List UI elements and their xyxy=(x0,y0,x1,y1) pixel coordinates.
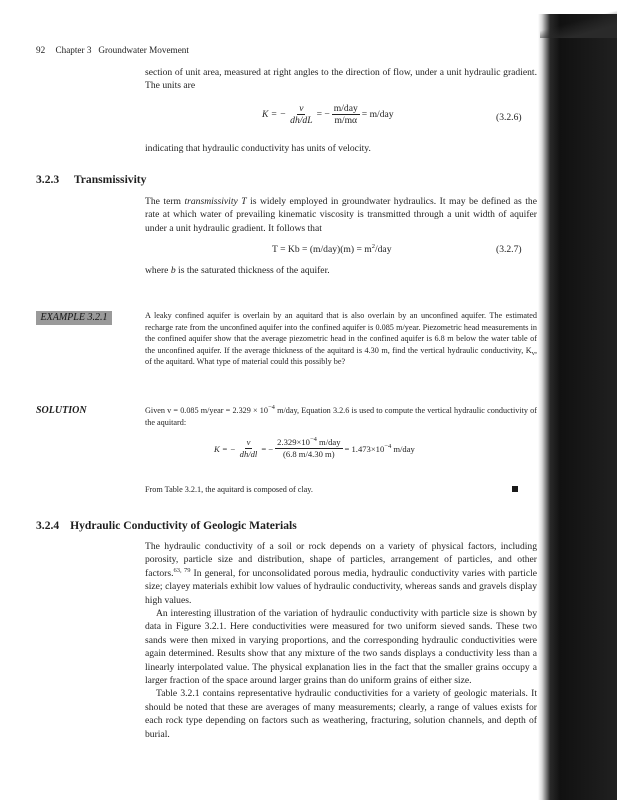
transmissivity-text-b: is widely employed in groundwater hydraulics. It may be defined as the rate at which water of prevailing kinematic viscosity is transmitted through a unit width of aquifer under a unit hydraulic gradient. It follows that xyxy=(145,196,537,234)
page-number: 92 xyxy=(36,45,46,55)
intro-paragraph xyxy=(145,66,537,93)
transmissivity-text xyxy=(145,195,537,235)
example-text xyxy=(145,310,537,368)
equation-number-3-2-7: (3.2.7) xyxy=(496,244,522,255)
geologic-paragraphs xyxy=(145,540,537,741)
where-a: where xyxy=(145,265,171,276)
example-paragraph xyxy=(145,310,537,368)
page-edge-shadow xyxy=(538,14,617,800)
eq-3-2-7-sup: 2 xyxy=(371,243,375,250)
section-heading-transmissivity xyxy=(36,173,146,186)
example-text-b: , of the aquitard. What type of material could this possibly be? xyxy=(145,345,537,367)
solution-text xyxy=(145,405,537,428)
transmissivity-paragraph xyxy=(145,195,537,235)
eq-fraction-1-denominator: dh/dL xyxy=(290,115,313,126)
sol-eq-fraction-1 xyxy=(238,437,260,460)
eq-3-2-7-main: T = Kb = (m/day)(m) = m xyxy=(272,244,372,255)
eq-fraction-1-numerator: v xyxy=(299,103,304,114)
sol-eq-num-a: 2.329×10 xyxy=(277,437,310,447)
section-heading-geologic xyxy=(36,519,297,532)
equation-3-2-6 xyxy=(262,103,394,126)
eq-rhs: = m/day xyxy=(361,109,394,120)
solution-conclusion: From Table 3.2.1, the aquitard is composed of clay. xyxy=(145,485,313,494)
intro-text: section of unit area, measured at right angles to the direction of flow, under a unit hydraulic gradient. The units are xyxy=(145,67,537,92)
intro-conclusion: indicating that hydraulic conductivity has units of velocity. xyxy=(145,143,371,154)
example-label-box xyxy=(36,311,112,325)
sol-eq-lhs: K = − xyxy=(214,443,236,454)
eq-mid: = − xyxy=(316,109,330,120)
eq-fraction-2-denominator: m/mα xyxy=(334,115,358,126)
equation-3-2-7 xyxy=(272,244,392,255)
solution-paragraph xyxy=(145,405,537,428)
transmissivity-text-a: The term xyxy=(145,196,185,207)
sol-eq-fraction-1-denominator: dh/dl xyxy=(239,449,258,459)
sol-eq-fraction-2 xyxy=(275,437,342,460)
sol-eq-result-sup: −4 xyxy=(384,442,392,450)
equation-number-3-2-6: (3.2.6) xyxy=(496,112,522,123)
chapter-title: Chapter 3 Groundwater Movement xyxy=(55,45,189,55)
where-b: b xyxy=(170,265,176,276)
running-header xyxy=(36,45,189,55)
eq-3-2-7-tail: /day xyxy=(374,244,392,255)
section-title: Hydraulic Conductivity of Geologic Materials xyxy=(70,519,297,532)
geologic-paragraph-1 xyxy=(145,540,537,607)
sol-eq-num-b: m/day xyxy=(316,437,341,447)
geologic-p1-a: The hydraulic conductivity of a soil or rock depends on a variety of physical factors, including porosity, particle size and distribution, shape of particles, arrangement of particles, and other factors. xyxy=(145,541,537,579)
where-line xyxy=(145,264,537,277)
sol-eq-fraction-2-denominator: (6.8 m/4.30 m) xyxy=(283,449,335,459)
eq-fraction-1 xyxy=(288,103,314,126)
solution-text-a: Given v = 0.085 m/year = 2.329 × 10 xyxy=(145,406,268,415)
end-of-example-square xyxy=(512,486,518,492)
section-number: 3.2.4 xyxy=(36,519,60,532)
sol-eq-fraction-1-numerator: v xyxy=(246,437,251,447)
eq-fraction-2 xyxy=(332,103,360,126)
solution-equation xyxy=(214,437,415,460)
sol-eq-result-b: m/day xyxy=(391,443,415,454)
eq-lhs: K = − xyxy=(262,109,287,120)
section-title: Transmissivity xyxy=(73,173,147,186)
example-text-a: A leaky confined aquifer is overlain by an aquitard that is also overlain by an unconfined aquifer. The estimated recharge rate from the unconfined aquifer into the confined aquifer is 0.085 m/year. Piezometric head measurements in the confined aquifer show that the average piezometric head in the confined aquifer is 6.8 m below the water table of the unconfined aquifer. If the average thickness of the aquitard is 4.30 m, find the vertical hydraulic conductivity, K xyxy=(145,311,537,355)
geologic-paragraph-3: Table 3.2.1 contains representative hydraulic conductivities for a variety of geologic materials. It should be noted that these are averages of many measurements; clearly, a range of values exists for each rock type depending on factors such as weathering, fracturing, solution channels, and depth of burial. xyxy=(145,688,537,740)
eq-fraction-2-numerator: m/day xyxy=(333,103,358,114)
solution-text-sup: −4 xyxy=(268,404,275,411)
transmissivity-term: transmissivity T xyxy=(184,196,247,207)
sol-eq-mid: = − xyxy=(261,443,274,454)
sol-eq-result-a: = 1.473×10 xyxy=(344,443,385,454)
example-text-sub: v xyxy=(531,349,535,357)
geologic-paragraph-2: An interesting illustration of the variation of hydraulic conductivity with particle size is shown by data in Figure 3.2.1. Here conductivities were measured for two uniform sieved sands. These two sands were then mixed in varying proportions, and the corresponding hydraulic conductivities were again determined. Results show that any mixture of the two sands displays a conductivity less than a linearly interpolated value. The physical explanation lies in the fact that the smaller grains occupy a larger fraction of the space around larger grains than do uniform grains of either size. xyxy=(145,608,537,687)
sol-eq-result xyxy=(345,444,415,454)
section-number: 3.2.3 xyxy=(36,173,60,186)
page-edge-corner xyxy=(540,8,617,38)
geologic-p1-sup: 63, 79 xyxy=(173,566,191,574)
solution-text-b: m/day, Equation 3.2.6 is used to compute the vertical hydraulic conductivity of the aquitard: xyxy=(145,406,537,427)
geologic-p1-b: In general, for unconsolidated porous media, hydraulic conductivity varies with particle size; clayey materials exhibit low values of hydraulic conductivity, whereas sands and gravels display high values. xyxy=(145,567,538,606)
sol-eq-fraction-2-numerator xyxy=(275,437,342,449)
where-c: is the saturated thickness of the aquifer. xyxy=(175,265,330,276)
example-label: EXAMPLE 3.2.1 xyxy=(40,312,108,323)
sol-eq-num-sup: −4 xyxy=(309,436,317,443)
solution-label: SOLUTION xyxy=(36,405,87,416)
